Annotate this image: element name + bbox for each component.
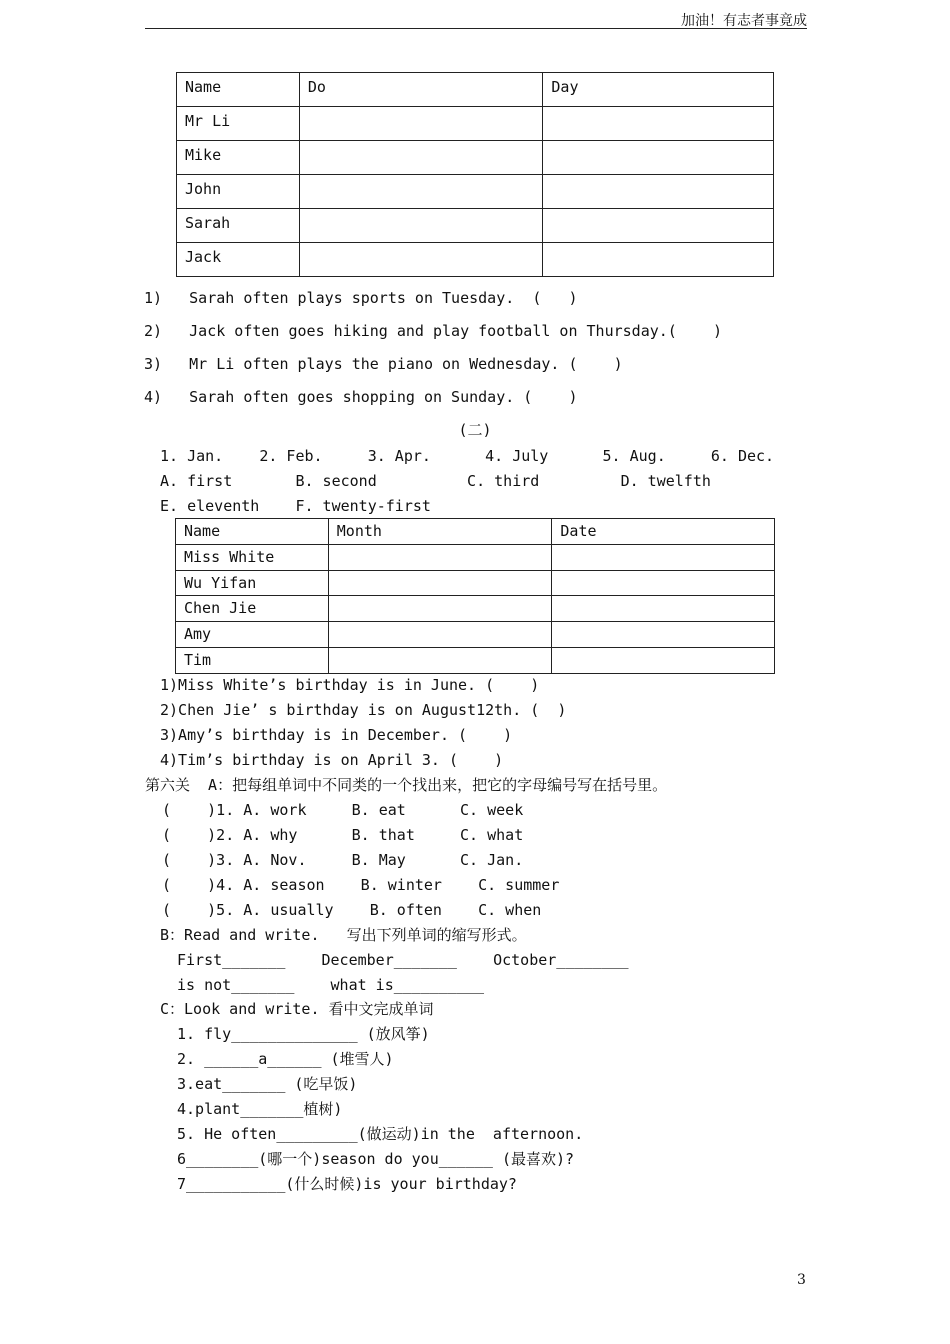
subsection-title: B：Read and write. 写出下列单词的缩写形式。 (160, 926, 527, 944)
blank-cell (299, 141, 543, 175)
birthday-table (175, 518, 775, 674)
blank-cell (543, 107, 774, 141)
blank-cell (543, 243, 774, 277)
blank-cell (552, 596, 775, 622)
header-motto: 加油！有志者事竟成 (681, 13, 807, 29)
blank-cell (543, 175, 774, 209)
blank-line: 4.plant_______植树) (177, 1100, 343, 1118)
question-line: 3) Mr Li often plays the piano on Wednesday. ( ) (144, 355, 623, 373)
blank-cell (299, 209, 543, 243)
blank-cell (328, 647, 552, 673)
page-number: 3 (797, 1272, 806, 1288)
blank-line: 2. ______a______ (堆雪人) (177, 1050, 394, 1068)
blank-cell (543, 141, 774, 175)
table-header-cell: Name (176, 519, 329, 545)
table-row (176, 622, 775, 648)
table-header-cell: Name (177, 73, 300, 107)
table-row (176, 596, 775, 622)
blank-cell (552, 544, 775, 570)
table-header-cell: Day (543, 73, 774, 107)
question-line: 4)Tim’s birthday is on April 3. ( ) (160, 751, 504, 769)
page-header (145, 8, 807, 29)
name-cell: John (177, 175, 300, 209)
choice-item: ( )2. A. why B. that C. what (162, 826, 524, 844)
choice-item: ( )1. A. work B. eat C. week (162, 801, 524, 819)
blank-cell (299, 175, 543, 209)
name-cell: Miss White (176, 544, 329, 570)
blank-cell (299, 243, 543, 277)
table-row (176, 544, 775, 570)
blank-cell (552, 622, 775, 648)
table-header-row (177, 73, 774, 107)
choice-item: ( )3. A. Nov. B. May C. Jan. (162, 851, 524, 869)
question-line: 2)Chen Jie’ s birthday is on August12th. ( ) (160, 701, 567, 719)
name-cell: Mr Li (177, 107, 300, 141)
question-line: 3)Amy’s birthday is in December. ( ) (160, 726, 513, 744)
table-row (177, 243, 774, 277)
blank-line: 3.eat_______ (吃早饭) (177, 1075, 358, 1093)
table-header-cell: Do (299, 73, 543, 107)
table-row (177, 107, 774, 141)
blank-cell (543, 209, 774, 243)
blank-line: 5. He often_________(做运动)in the afternoon. (177, 1125, 584, 1143)
name-cell: Wu Yifan (176, 570, 329, 596)
name-cell: Tim (176, 647, 329, 673)
blank-line: 6________(哪一个)season do you______ (最喜欢)? (177, 1150, 575, 1168)
table-header-cell: Month (328, 519, 552, 545)
blank-line: First_______ December_______ October________ (177, 951, 629, 969)
blank-cell (552, 570, 775, 596)
blank-line: 1. fly______________ (放风筝) (177, 1025, 430, 1043)
table-row (177, 141, 774, 175)
section-title: 第六关 A：把每组单词中不同类的一个找出来，把它的字母编号写在括号里。 (145, 776, 668, 794)
name-cell: Mike (177, 141, 300, 175)
blank-cell (328, 570, 552, 596)
table-row (176, 570, 775, 596)
question-line: 2) Jack often goes hiking and play football on Thursday.( ) (144, 322, 722, 340)
schedule-table (176, 72, 774, 277)
blank-line: is not_______ what is__________ (177, 976, 485, 994)
blank-cell (328, 544, 552, 570)
option-line: A. first B. second C. third D. twelfth (160, 472, 711, 490)
blank-cell (552, 647, 775, 673)
blank-cell (328, 622, 552, 648)
table-row (176, 647, 775, 673)
name-cell: Sarah (177, 209, 300, 243)
section-title: (二) (458, 421, 492, 439)
subsection-title: C：Look and write. 看中文完成单词 (160, 1000, 434, 1018)
table-row (177, 175, 774, 209)
choice-item: ( )5. A. usually B. often C. when (162, 901, 542, 919)
name-cell: Amy (176, 622, 329, 648)
table-row (177, 209, 774, 243)
blank-line: 7___________(什么时候)is your birthday? (177, 1175, 517, 1193)
option-line: E. eleventh F. twenty-first (160, 497, 431, 515)
name-cell: Chen Jie (176, 596, 329, 622)
option-line: 1. Jan. 2. Feb. 3. Apr. 4. July 5. Aug. 6. Dec. (160, 447, 775, 465)
question-line: 1)Miss White’s birthday is in June. ( ) (160, 676, 540, 694)
choice-item: ( )4. A. season B. winter C. summer (162, 876, 560, 894)
question-line: 4) Sarah often goes shopping on Sunday. ( ) (144, 388, 578, 406)
blank-cell (328, 596, 552, 622)
table-header-row (176, 519, 775, 545)
name-cell: Jack (177, 243, 300, 277)
table-header-cell: Date (552, 519, 775, 545)
question-line: 1) Sarah often plays sports on Tuesday. ( ) (144, 289, 578, 307)
blank-cell (299, 107, 543, 141)
